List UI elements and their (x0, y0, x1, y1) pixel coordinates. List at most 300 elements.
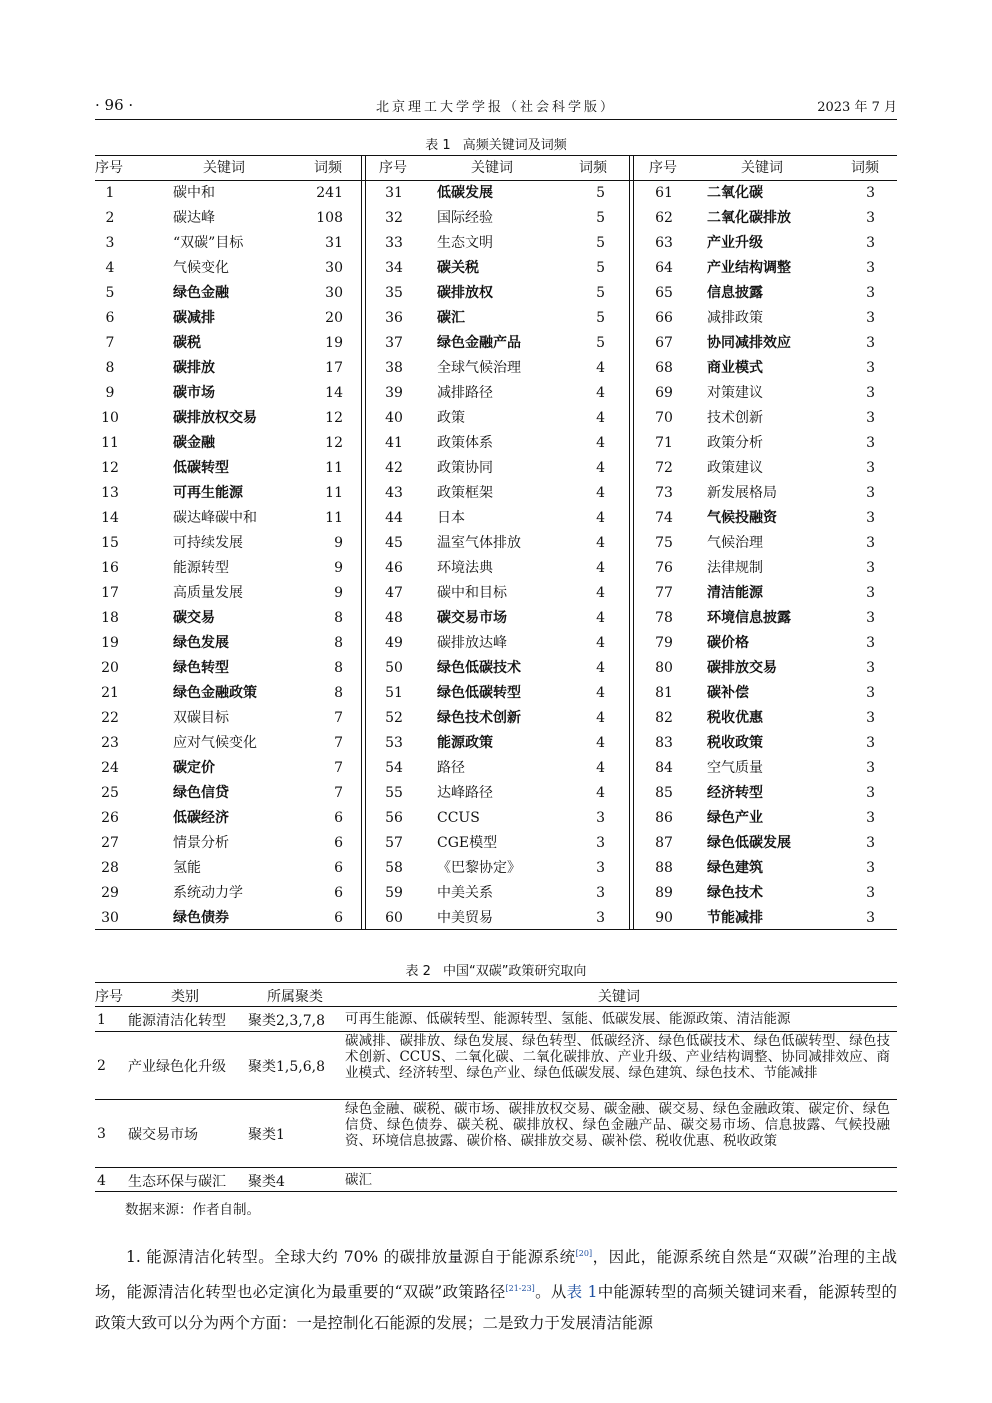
row-number: 20 (101, 660, 119, 676)
row-number: 14 (101, 510, 119, 526)
table2-header-rule (95, 1006, 897, 1007)
row-number: 53 (385, 735, 403, 751)
row-frequency: 3 (866, 535, 875, 551)
row-number: 10 (101, 410, 119, 426)
t2-row-keywords: 可再生能源、低碳转型、能源转型、氢能、低碳发展、能源政策、清洁能源 (345, 1011, 791, 1027)
table1-row (367, 781, 632, 806)
table1-block-2 (367, 155, 632, 929)
row-number: 82 (655, 710, 673, 726)
row-number: 2 (105, 210, 115, 226)
table1-row (367, 756, 632, 781)
row-keyword: 协同减排效应 (707, 335, 791, 351)
row-number: 88 (655, 860, 673, 876)
running-header (95, 96, 897, 118)
row-keyword: 碳补偿 (707, 685, 749, 701)
table1-row (637, 506, 902, 531)
row-frequency: 5 (596, 285, 605, 301)
row-frequency: 241 (316, 185, 343, 201)
row-frequency: 9 (334, 585, 343, 601)
row-frequency: 3 (866, 635, 875, 651)
table1-row (367, 431, 632, 456)
table1-row (637, 481, 902, 506)
table1-row (95, 606, 360, 631)
row-number: 30 (101, 910, 119, 926)
col-header-no: 序号 (379, 160, 407, 176)
row-keyword: 新发展格局 (707, 485, 777, 501)
row-frequency: 3 (866, 285, 875, 301)
table1-row (637, 381, 902, 406)
row-frequency: 4 (596, 460, 605, 476)
table1-row (95, 406, 360, 431)
row-frequency: 3 (866, 510, 875, 526)
row-keyword: 环境法典 (437, 560, 493, 576)
row-keyword: 碳价格 (707, 635, 749, 651)
row-frequency: 4 (596, 785, 605, 801)
row-keyword: 碳中和 (173, 185, 215, 201)
row-keyword: 碳排放 (173, 360, 215, 376)
row-frequency: 4 (596, 585, 605, 601)
row-keyword: 碳排放交易 (707, 660, 777, 676)
table1-row (367, 581, 632, 606)
section-lead: 1. 能源清洁化转型。 (126, 1248, 275, 1266)
row-number: 69 (655, 385, 673, 401)
row-frequency: 5 (596, 260, 605, 276)
row-frequency: 3 (866, 785, 875, 801)
table1-row (367, 806, 632, 831)
table1-row (637, 531, 902, 556)
row-keyword: 绿色金融 (173, 285, 229, 301)
t2-row-cluster: 聚类1 (248, 1127, 285, 1143)
row-keyword: 二氧化碳排放 (707, 210, 791, 226)
row-keyword: 减排政策 (707, 310, 763, 326)
row-frequency: 3 (866, 585, 875, 601)
row-frequency: 9 (334, 535, 343, 551)
table1-row (637, 256, 902, 281)
row-number: 4 (105, 260, 115, 276)
row-frequency: 3 (596, 885, 605, 901)
col-header-keyword: 关键词 (741, 160, 783, 176)
row-frequency: 3 (866, 210, 875, 226)
table2-top-rule (95, 982, 897, 983)
row-keyword: 绿色金融政策 (173, 685, 257, 701)
t2-row-cluster: 聚类1,5,6,8 (248, 1059, 325, 1075)
row-keyword: 绿色建筑 (707, 860, 763, 876)
row-number: 23 (101, 735, 119, 751)
row-number: 90 (655, 910, 673, 926)
table1-row (637, 406, 902, 431)
row-frequency: 3 (866, 435, 875, 451)
row-number: 57 (385, 835, 403, 851)
row-keyword: 碳定价 (173, 760, 215, 776)
table-reference-link[interactable]: 表 1 (566, 1283, 598, 1301)
t2-row-category: 生态环保与碳汇 (128, 1174, 226, 1190)
row-keyword: 政策建议 (707, 460, 763, 476)
row-frequency: 4 (596, 360, 605, 376)
col-header-freq: 词频 (579, 160, 607, 176)
table1-row (367, 456, 632, 481)
row-keyword: 国际经验 (437, 210, 493, 226)
row-number: 67 (655, 335, 673, 351)
col-header-keyword: 关键词 (471, 160, 513, 176)
row-keyword: 日本 (437, 510, 465, 526)
row-frequency: 3 (866, 835, 875, 851)
row-number: 27 (101, 835, 119, 851)
table2-title: 中国“双碳”政策研究取向 (442, 964, 587, 979)
row-keyword: 清洁能源 (707, 585, 763, 601)
col-header-no: 序号 (649, 160, 677, 176)
row-number: 77 (655, 585, 673, 601)
row-number: 31 (385, 185, 403, 201)
col-header-freq: 词频 (851, 160, 879, 176)
row-number: 1 (105, 185, 115, 201)
row-frequency: 3 (866, 860, 875, 876)
table1-row (367, 706, 632, 731)
table1-row (95, 556, 360, 581)
row-number: 62 (655, 210, 673, 226)
row-keyword: 能源政策 (437, 735, 493, 751)
row-number: 74 (655, 510, 673, 526)
table1-row (367, 356, 632, 381)
row-number: 59 (385, 885, 403, 901)
table1-row (637, 331, 902, 356)
table1-block-3 (637, 155, 902, 929)
body-sentence-3: 。从 (534, 1283, 567, 1301)
row-number: 13 (101, 485, 119, 501)
row-frequency: 12 (325, 410, 343, 426)
row-frequency: 30 (325, 260, 343, 276)
row-frequency: 3 (866, 760, 875, 776)
table2-label: 表 2 (405, 964, 431, 979)
row-number: 11 (101, 435, 119, 451)
page-number: · 96 · (95, 96, 134, 114)
row-number: 33 (385, 235, 403, 251)
row-keyword: 达峰路径 (437, 785, 493, 801)
table1-row (367, 856, 632, 881)
row-number: 61 (655, 185, 673, 201)
row-keyword: 信息披露 (707, 285, 763, 301)
row-number: 86 (655, 810, 673, 826)
row-keyword: 情景分析 (173, 835, 229, 851)
table1-row (95, 506, 360, 531)
row-frequency: 6 (334, 810, 343, 826)
row-frequency: 3 (866, 385, 875, 401)
table1-row (95, 806, 360, 831)
row-frequency: 3 (866, 735, 875, 751)
table1-row (95, 531, 360, 556)
row-frequency: 31 (325, 235, 343, 251)
row-frequency: 9 (334, 560, 343, 576)
row-frequency: 5 (596, 310, 605, 326)
row-keyword: 路径 (437, 760, 465, 776)
table1-row (637, 706, 902, 731)
row-number: 78 (655, 610, 673, 626)
body-sentence-1: 全球大约 70% 的碳排放量源自于能源系统 (274, 1248, 576, 1266)
row-number: 87 (655, 835, 673, 851)
row-number: 22 (101, 710, 119, 726)
body-paragraph (95, 1238, 897, 1339)
table1-row (367, 681, 632, 706)
row-keyword: 能源转型 (173, 560, 229, 576)
table1-row (367, 306, 632, 331)
table1-rows (637, 181, 902, 931)
row-keyword: 绿色金融产品 (437, 335, 521, 351)
table1-row (637, 306, 902, 331)
row-number: 52 (385, 710, 403, 726)
row-number: 72 (655, 460, 673, 476)
row-keyword: 气候变化 (173, 260, 229, 276)
row-keyword: 气候投融资 (707, 510, 777, 526)
row-keyword: 氢能 (173, 860, 201, 876)
table2-row-rule (95, 1167, 897, 1168)
t2-row-category: 产业绿色化升级 (128, 1059, 226, 1075)
table1-row (637, 181, 902, 206)
t2-row-category: 碳交易市场 (128, 1127, 198, 1143)
table1-row (367, 231, 632, 256)
row-frequency: 6 (334, 885, 343, 901)
row-number: 34 (385, 260, 403, 276)
col-header-freq: 词频 (314, 160, 342, 176)
row-number: 41 (385, 435, 403, 451)
issue-date: 2023 年 7 月 (817, 100, 897, 115)
journal-title: 北京理工大学学报（社会科学版） (375, 100, 616, 115)
row-number: 28 (101, 860, 119, 876)
citation-link[interactable]: [20] (575, 1249, 593, 1258)
row-number: 65 (655, 285, 673, 301)
table1-row (95, 781, 360, 806)
table1-row (637, 906, 902, 931)
table1-row (95, 281, 360, 306)
table1-row (95, 231, 360, 256)
row-keyword: 生态文明 (437, 235, 493, 251)
table1-row (637, 231, 902, 256)
row-keyword: 商业模式 (707, 360, 763, 376)
row-keyword: 技术创新 (707, 410, 763, 426)
row-number: 17 (101, 585, 119, 601)
row-frequency: 4 (596, 760, 605, 776)
row-keyword: 碳中和目标 (437, 585, 507, 601)
row-keyword: 低碳发展 (437, 185, 493, 201)
row-number: 83 (655, 735, 673, 751)
row-keyword: 绿色技术创新 (437, 710, 521, 726)
table1-block-1 (95, 155, 360, 929)
row-frequency: 4 (596, 385, 605, 401)
row-keyword: 中美关系 (437, 885, 493, 901)
t2-row-keywords: 碳汇 (345, 1172, 372, 1188)
table1-row (95, 481, 360, 506)
row-keyword: 二氧化碳 (707, 185, 763, 201)
row-frequency: 3 (866, 310, 875, 326)
row-number: 44 (385, 510, 403, 526)
row-keyword: 环境信息披露 (707, 610, 791, 626)
row-keyword: 低碳转型 (173, 460, 229, 476)
table1-row (367, 656, 632, 681)
row-frequency: 4 (596, 735, 605, 751)
table2-row-rule (95, 1099, 897, 1100)
table2-row-rule (95, 1031, 897, 1032)
t2-row-keywords: 绿色金融、碳税、碳市场、碳排放权交易、碳金融、碳交易、绿色金融政策、碳定价、绿色信贷、绿色债券、碳关税、碳排放权、绿色金融产品、碳交易市场、信息披露、气候投融资、环境信息披露、碳价格、碳排放交易、碳补偿、税收优惠、税收政策 (345, 1101, 890, 1149)
t2-row-no: 2 (97, 1058, 106, 1074)
t2-row-cluster: 聚类2,3,7,8 (248, 1013, 325, 1029)
row-keyword: 碳市场 (173, 385, 215, 401)
table1-row (95, 756, 360, 781)
row-keyword: 减排路径 (437, 385, 493, 401)
row-frequency: 8 (334, 635, 343, 651)
row-frequency: 11 (325, 460, 343, 476)
table1-row (95, 431, 360, 456)
row-number: 71 (655, 435, 673, 451)
row-number: 66 (655, 310, 673, 326)
row-keyword: 碳排放权交易 (173, 410, 257, 426)
row-number: 68 (655, 360, 673, 376)
row-number: 38 (385, 360, 403, 376)
row-number: 15 (101, 535, 119, 551)
row-number: 42 (385, 460, 403, 476)
row-frequency: 3 (866, 560, 875, 576)
row-frequency: 3 (866, 685, 875, 701)
table1-row (637, 756, 902, 781)
row-number: 5 (105, 285, 115, 301)
table1-row (95, 831, 360, 856)
row-number: 76 (655, 560, 673, 576)
row-number: 64 (655, 260, 673, 276)
table1-row (95, 681, 360, 706)
row-number: 81 (655, 685, 673, 701)
t2-header-category: 类别 (171, 989, 199, 1005)
table1-row (95, 881, 360, 906)
row-frequency: 3 (866, 410, 875, 426)
row-frequency: 3 (596, 810, 605, 826)
col-header-keyword: 关键词 (203, 160, 245, 176)
citation-link[interactable]: [21-23] (505, 1284, 535, 1293)
table1-row (95, 656, 360, 681)
row-frequency: 7 (334, 735, 343, 751)
table1-row (637, 556, 902, 581)
t2-row-keywords: 碳减排、碳排放、绿色发展、绿色转型、低碳经济、绿色低碳技术、绿色低碳转型、绿色技术创新、CCUS、二氧化碳、二氧化碳排放、产业升级、产业结构调整、协同减排效应、商业模式、经济转型、绿色产业、绿色低碳发展、绿色建筑、绿色技术、节能减排 (345, 1033, 890, 1081)
table1-title: 高频关键词及词频 (462, 138, 567, 153)
row-frequency: 4 (596, 510, 605, 526)
row-frequency: 3 (596, 835, 605, 851)
row-keyword: 绿色技术 (707, 885, 763, 901)
row-number: 50 (385, 660, 403, 676)
row-frequency: 4 (596, 435, 605, 451)
row-frequency: 5 (596, 235, 605, 251)
t2-row-no: 4 (97, 1173, 106, 1189)
row-frequency: 108 (316, 210, 343, 226)
row-number: 18 (101, 610, 119, 626)
table1-row (95, 856, 360, 881)
table1-row (95, 631, 360, 656)
row-number: 19 (101, 635, 119, 651)
row-number: 36 (385, 310, 403, 326)
row-keyword: 经济转型 (707, 785, 763, 801)
row-number: 26 (101, 810, 119, 826)
row-keyword: 系统动力学 (173, 885, 243, 901)
table1-row (95, 906, 360, 931)
table1-row (637, 881, 902, 906)
row-frequency: 3 (596, 860, 605, 876)
row-frequency: 8 (334, 660, 343, 676)
table1-row (95, 581, 360, 606)
row-frequency: 6 (334, 835, 343, 851)
table1-row (367, 831, 632, 856)
row-keyword: 温室气体排放 (437, 535, 521, 551)
row-keyword: 税收政策 (707, 735, 763, 751)
table1-rows (95, 181, 360, 931)
table1-label: 表 1 (425, 138, 451, 153)
row-frequency: 3 (866, 260, 875, 276)
table1-row (95, 206, 360, 231)
table1-row (637, 656, 902, 681)
t2-header-no: 序号 (95, 989, 123, 1005)
row-number: 79 (655, 635, 673, 651)
t2-header-cluster: 所属聚类 (267, 989, 323, 1005)
table1-row (637, 631, 902, 656)
row-number: 75 (655, 535, 673, 551)
row-frequency: 8 (334, 610, 343, 626)
table1-row (367, 406, 632, 431)
row-frequency: 6 (334, 860, 343, 876)
row-number: 84 (655, 760, 673, 776)
table1-caption (95, 134, 897, 153)
row-frequency: 17 (325, 360, 343, 376)
row-number: 51 (385, 685, 403, 701)
table1-row (637, 831, 902, 856)
row-frequency: 4 (596, 535, 605, 551)
table1-row (367, 531, 632, 556)
row-keyword: 绿色产业 (707, 810, 763, 826)
row-number: 7 (105, 335, 115, 351)
row-frequency: 19 (325, 335, 343, 351)
table2-bottom-rule (95, 1191, 897, 1192)
row-number: 8 (105, 360, 115, 376)
body-sentence-2: ，因此，能源系统自然是“双碳”治理的主战场，能源清洁化转型也必定演化为最重要的“双碳”政策路径 (95, 1248, 898, 1301)
row-keyword: 政策体系 (437, 435, 493, 451)
row-keyword: 应对气候变化 (173, 735, 257, 751)
row-number: 37 (385, 335, 403, 351)
table1-rows (367, 181, 632, 931)
row-frequency: 5 (596, 335, 605, 351)
col-header-no: 序号 (95, 160, 123, 176)
row-keyword: 绿色债券 (173, 910, 229, 926)
row-frequency: 8 (334, 685, 343, 701)
row-keyword: 碳排放权 (437, 285, 493, 301)
row-frequency: 20 (325, 310, 343, 326)
row-number: 48 (385, 610, 403, 626)
row-frequency: 11 (325, 485, 343, 501)
row-keyword: 法律规制 (707, 560, 763, 576)
header-rule (95, 119, 897, 120)
table1-row (367, 881, 632, 906)
t2-row-no: 1 (97, 1012, 106, 1028)
table1-row (367, 481, 632, 506)
row-number: 39 (385, 385, 403, 401)
row-frequency: 4 (596, 410, 605, 426)
row-frequency: 3 (866, 610, 875, 626)
row-number: 60 (385, 910, 403, 926)
table1-row (95, 731, 360, 756)
table1-row (95, 706, 360, 731)
row-frequency: 7 (334, 785, 343, 801)
table1-column-separator (361, 155, 366, 929)
row-number: 12 (101, 460, 119, 476)
row-keyword: 绿色低碳技术 (437, 660, 521, 676)
row-frequency: 3 (866, 710, 875, 726)
table1-row (95, 456, 360, 481)
row-number: 25 (101, 785, 119, 801)
table1-row (95, 381, 360, 406)
row-keyword: 绿色低碳转型 (437, 685, 521, 701)
table1-row (367, 206, 632, 231)
